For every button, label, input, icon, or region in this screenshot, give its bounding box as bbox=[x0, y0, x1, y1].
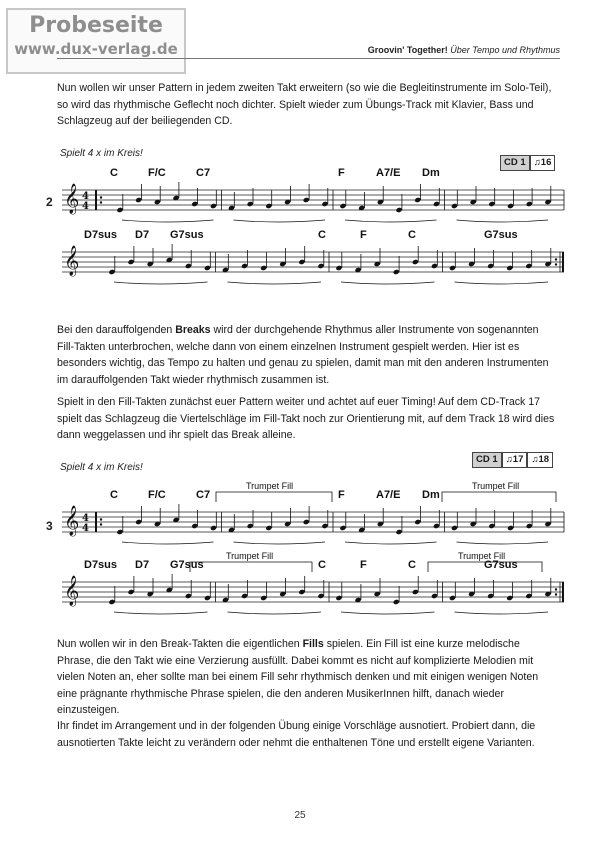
tie bbox=[457, 220, 549, 222]
chord-symbol: F bbox=[338, 167, 345, 179]
time-signature: 4 bbox=[82, 513, 89, 524]
paragraph-2 bbox=[57, 322, 557, 388]
staff bbox=[62, 574, 564, 614]
fill-label: Trumpet Fill bbox=[226, 551, 274, 561]
cd-track: ♫16 bbox=[530, 155, 556, 171]
tie bbox=[122, 220, 214, 222]
cd-label: CD 1 bbox=[472, 452, 502, 468]
repeat-dot bbox=[555, 258, 557, 260]
treble-clef-icon: 𝄞 bbox=[64, 506, 80, 536]
header-subtitle: Über Tempo und Rhythmus bbox=[450, 45, 560, 55]
tie bbox=[114, 282, 208, 284]
chord-symbol: C bbox=[318, 559, 326, 571]
tie bbox=[234, 542, 326, 544]
running-header bbox=[368, 45, 560, 55]
term-breaks: Breaks bbox=[175, 324, 211, 336]
treble-clef-icon: 𝄞 bbox=[64, 246, 80, 276]
chord-symbol: D7 bbox=[135, 559, 150, 571]
chord-symbol: C bbox=[408, 229, 416, 241]
staff bbox=[62, 504, 564, 544]
staff-row-1 bbox=[62, 481, 564, 544]
chord-symbol: D7sus bbox=[84, 559, 118, 571]
example-number: 3 bbox=[46, 519, 53, 533]
treble-clef-icon: 𝄞 bbox=[64, 576, 80, 606]
chord-symbol: C bbox=[408, 559, 416, 571]
watermark-line2: www.dux-verlag.de bbox=[14, 40, 178, 58]
staff-row-2 bbox=[62, 551, 564, 614]
time-signature: 4 bbox=[82, 201, 89, 212]
cd-track: ♫18 bbox=[527, 452, 553, 468]
staff bbox=[62, 244, 564, 284]
chord-symbol: G7sus bbox=[170, 229, 204, 241]
fill-label: Trumpet Fill bbox=[458, 551, 506, 561]
paragraph-5: Ihr findet im Arrangement und in der folgenden Übung einige Vorschläge ausnotiert. Probiert dann, die ausnotierten Takte leicht zu verändern oder nehmt die enthaltenen Töne und erstellt eigene Varianten. bbox=[57, 720, 536, 749]
chord-symbol: F bbox=[338, 489, 345, 501]
staff bbox=[62, 182, 564, 222]
chord-symbol: D7sus bbox=[84, 229, 118, 241]
tie bbox=[122, 542, 214, 544]
chord-symbol: Dm bbox=[422, 489, 440, 501]
watermark-line1: Probeseite bbox=[29, 13, 163, 38]
instruction-ex2: Spielt 4 x im Kreis! bbox=[60, 148, 143, 159]
fill-label: Trumpet Fill bbox=[472, 481, 520, 491]
chord-symbol: G7sus bbox=[484, 559, 518, 571]
tie bbox=[114, 612, 208, 614]
treble-clef-icon: 𝄞 bbox=[64, 184, 80, 214]
chord-symbol: Dm bbox=[422, 167, 440, 179]
tie bbox=[345, 220, 437, 222]
chord-symbol: G7sus bbox=[484, 229, 518, 241]
chord-symbol: F/C bbox=[148, 489, 166, 501]
chord-symbol: A7/E bbox=[376, 489, 401, 501]
paragraph-2-text: wird der durchgehende Rhythmus aller Instrumente von sogenannten Fill-Takten unterbrochen, welche dann von einem einzelnen Instrument gespielt werden. Hier ist es besonders wichtig, das Tempo zu halten und genau zu spielen, damit man mit den anderen Instrumenten im darauffolgenden Takt wieder rhythmisch zusammen ist. bbox=[57, 324, 549, 386]
tie bbox=[234, 220, 326, 222]
chord-symbol: A7/E bbox=[376, 167, 401, 179]
repeat-dot bbox=[555, 588, 557, 590]
fill-label: Trumpet Fill bbox=[246, 481, 294, 491]
term-fills: Fills bbox=[302, 638, 324, 650]
fill-bracket bbox=[442, 481, 556, 502]
chord-symbol: G7sus bbox=[170, 559, 204, 571]
chord-symbol: C7 bbox=[196, 489, 211, 501]
tie bbox=[457, 542, 549, 544]
tie bbox=[345, 542, 437, 544]
repeat-dot bbox=[100, 523, 102, 525]
watermark-stamp bbox=[6, 8, 186, 74]
chord-symbol: C bbox=[110, 167, 118, 179]
repeat-dot bbox=[555, 263, 557, 265]
cd-badge-ex3 bbox=[472, 452, 553, 468]
paragraph-1: Nun wollen wir unser Pattern in jedem zweiten Takt erweitern (so wie die Begleitinstrumente im Solo-Teil), so wird das rhythmische Geflecht noch dichter. Spielt wieder zum Übungs-Track mit Klavier, Bass und Schlagzeug auf der beiliegenden CD. bbox=[57, 82, 552, 127]
paragraph-3: Spielt in den Fill-Takten zunächst euer Pattern weiter und achtet auf euer Timing! Auf dem CD-Track 17 spielt das Schlagzeug die Viertelschläge im Fill-Takt noch zur Orientierung mit, auf dem Track 18 wird dies dann weggelassen und ihr spielt das Break alleine. bbox=[57, 396, 555, 441]
header-rule bbox=[57, 58, 560, 59]
repeat-dot bbox=[555, 593, 557, 595]
chord-symbol: F bbox=[360, 559, 367, 571]
time-signature: 4 bbox=[82, 523, 89, 534]
tie bbox=[341, 612, 435, 614]
tie bbox=[341, 282, 435, 284]
chord-symbol: F bbox=[360, 229, 367, 241]
chord-symbol: C bbox=[318, 229, 326, 241]
score-example-3 bbox=[40, 470, 570, 620]
chord-symbol: C7 bbox=[196, 167, 211, 179]
repeat-dot bbox=[100, 518, 102, 520]
staff-row-1 bbox=[62, 167, 564, 222]
repeat-dot bbox=[100, 201, 102, 203]
header-title: Groovin' Together! bbox=[367, 45, 448, 55]
score-example-2 bbox=[40, 160, 570, 300]
tie bbox=[228, 282, 322, 284]
example-number: 2 bbox=[46, 195, 53, 209]
fill-bracket bbox=[216, 481, 332, 502]
staff-row-2 bbox=[62, 229, 564, 284]
fill-bracket bbox=[190, 551, 312, 572]
cd-track: ♫17 bbox=[502, 452, 528, 468]
paragraph-2-text: Bei den darauffolgenden bbox=[57, 324, 176, 336]
time-signature: 4 bbox=[82, 191, 89, 202]
tie bbox=[455, 282, 549, 284]
chord-symbol: C bbox=[110, 489, 118, 501]
chord-symbol: F/C bbox=[148, 167, 166, 179]
tie bbox=[455, 612, 549, 614]
paragraph-4-text: spielen. Ein Fill ist eine kurze melodische Phrase, die den Takt wie eine Verzierung ausfüllt. Dabei kommt es nicht auf komplizierte Melodien mit vielen Noten an, eher sollte man bei einem Fill sehr rhythmisch denken und mit einigen wenigen Noten eine prägnante rhythmische Phrase spielen, die den anderen MusikerInnen hilft, danach wieder einzusteigen. bbox=[57, 638, 539, 716]
page-number: 25 bbox=[294, 810, 306, 821]
chord-symbol: D7 bbox=[135, 229, 150, 241]
cd-label: CD 1 bbox=[500, 155, 530, 171]
paragraph-4 bbox=[57, 636, 557, 719]
repeat-dot bbox=[100, 196, 102, 198]
tie bbox=[228, 612, 322, 614]
instruction-ex3: Spielt 4 x im Kreis! bbox=[60, 462, 143, 473]
paragraph-4-text: Nun wollen wir in den Break-Takten die eigentlichen bbox=[57, 638, 303, 650]
